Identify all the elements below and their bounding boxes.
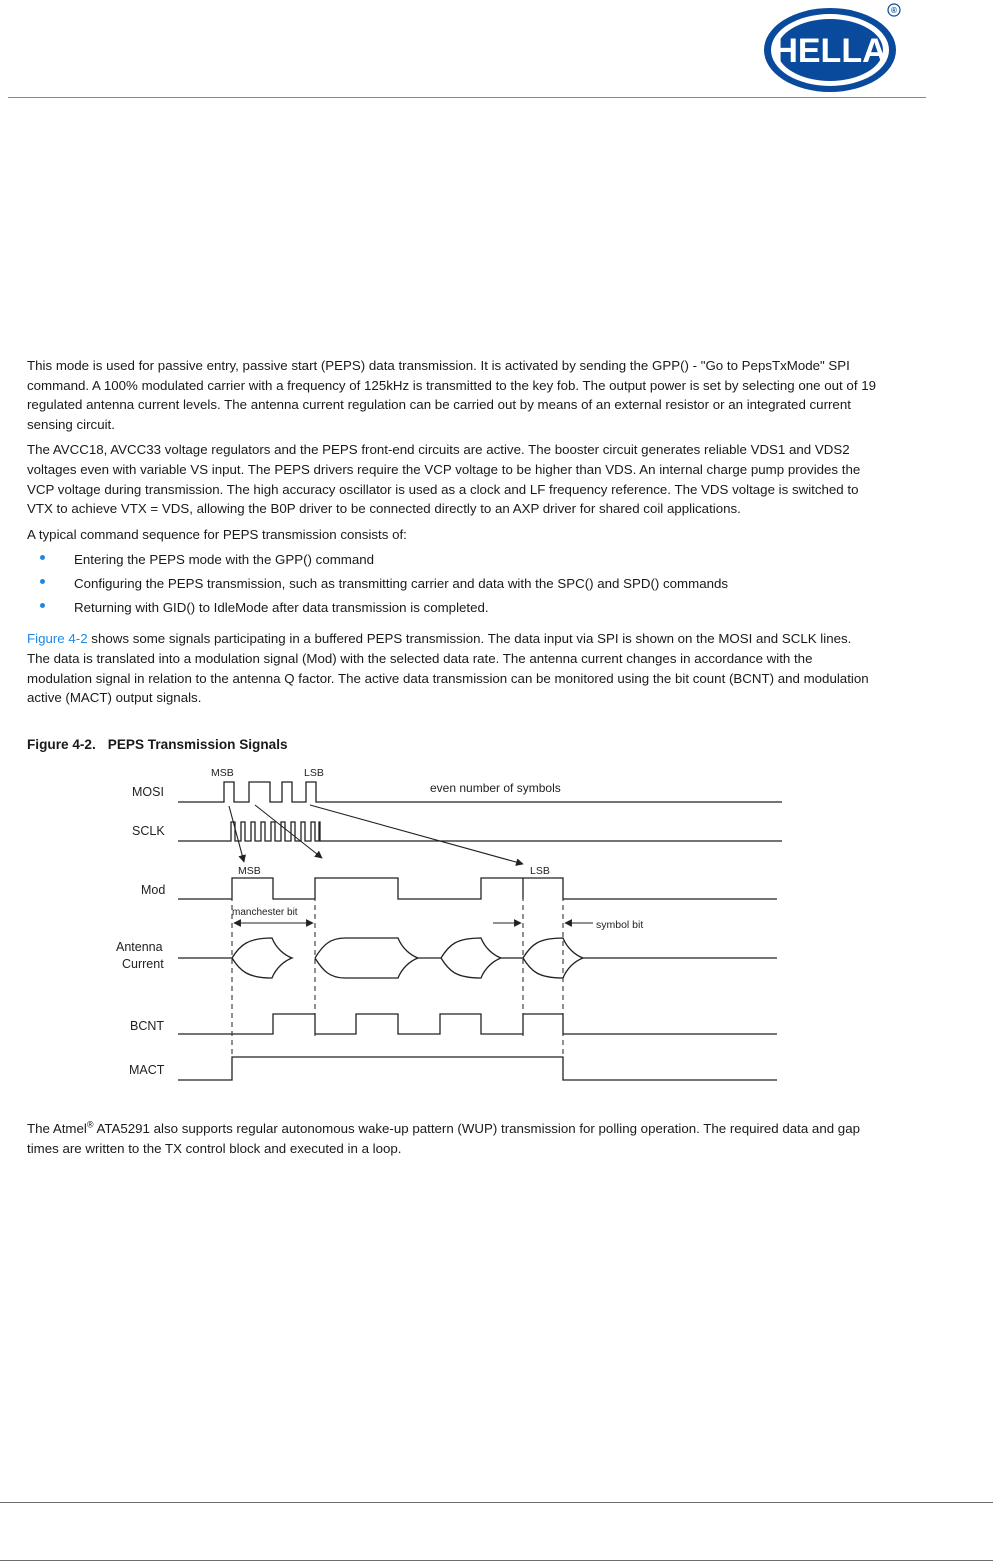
figure-label: Figure 4-2. [27, 737, 96, 752]
closing-text [27, 1119, 877, 1159]
paragraph-5: The Atmel® ATA5291 also supports regular autonomous wake-up pattern (WUP) transmission for polling operation. The required data and gap times are written to the TX control block and executed in a loop. [27, 1119, 860, 1156]
mact-label: MACT [129, 1063, 165, 1077]
bullet-icon [40, 603, 45, 608]
sclk-label: SCLK [132, 824, 165, 838]
lsb-top-label: LSB [304, 767, 324, 779]
mact-waveform [178, 1057, 777, 1080]
list-item: Entering the PEPS mode with the GPP() command [27, 550, 877, 574]
lsb-mod-label: LSB [530, 865, 550, 877]
logo-text: HELLA [773, 32, 887, 70]
figure-caption [27, 737, 288, 752]
paragraph-2: The AVCC18, AVCC33 voltage regulators and the PEPS front-end circuits are active. The booster circuit generates reliable VDS1 and VDS2 voltages even with variable VS input. The PEPS drivers require the VCP voltage to be higher than VDS. An internal charge pump provides the VCP voltage during transmission. The high accuracy oscillator is used as a clock and LF frequency reference. The VDS voltage is switched to VTX to achieve VTX = VDS, allowing the B0P driver to be connected directly to an AXP driver for shared coil applications. [27, 442, 861, 517]
symbol-bit-label: symbol bit [596, 919, 644, 931]
antenna-label: Antenna [116, 940, 163, 954]
footer-rule-bottom [0, 1560, 993, 1561]
peps-timing-diagram [100, 758, 800, 1088]
msb-top-label: MSB [211, 767, 234, 779]
body-text [27, 356, 877, 714]
registered-mark: ® [891, 6, 897, 15]
command-sequence-list [27, 550, 877, 622]
mod-waveform [178, 878, 777, 899]
mosi-label: MOSI [132, 785, 164, 799]
paragraph-4: Figure 4-2 shows some signals participating in a buffered PEPS transmission. The data input via SPI is shown on the MOSI and SCLK lines. The data is translated into a modulation signal (Mod) with the selected data rate. The antenna current changes in accordance with the modulation signal in relation to the antenna Q factor. The active data transmission can be monitored using the bit count (BCNT) and modulation active (MACT) output signals. [27, 631, 869, 706]
bullet-icon [40, 579, 45, 584]
list-item: Returning with GID() to IdleMode after data transmission is completed. [27, 598, 877, 622]
even-symbols-label: even number of symbols [430, 781, 561, 795]
footer-rule-top [0, 1502, 993, 1503]
paragraph-1: This mode is used for passive entry, passive start (PEPS) data transmission. It is activated by sending the GPP() - "Go to PepsTxMode" SPI command. A 100% modulated carrier with a frequency of 125kHz is transmitted to the key fob. The output power is set by selecting one out of 19 regulated antenna current levels. The antenna current regulation can be carried out by means of an external resistor or an integrated current sensing circuit. [27, 358, 877, 432]
figure-title: PEPS Transmission Signals [107, 737, 288, 752]
figure-link[interactable]: Figure 4-2 [27, 631, 88, 647]
mod-label: Mod [141, 883, 166, 897]
current-label: Current [122, 957, 164, 971]
bcnt-waveform [178, 1014, 777, 1034]
hella-logo [760, 2, 906, 94]
msb-mod-label: MSB [238, 865, 261, 877]
antenna-waveform [178, 938, 777, 978]
bullet-icon [40, 555, 45, 560]
manchester-bit-label: manchester bit [232, 907, 298, 918]
paragraph-3: A typical command sequence for PEPS transmission consists of: [27, 526, 407, 542]
bcnt-label: BCNT [130, 1019, 165, 1033]
sclk-waveform [178, 822, 782, 841]
list-item: Configuring the PEPS transmission, such as transmitting carrier and data with the SPC() and SPD() commands [27, 574, 877, 598]
header-rule [8, 97, 926, 98]
